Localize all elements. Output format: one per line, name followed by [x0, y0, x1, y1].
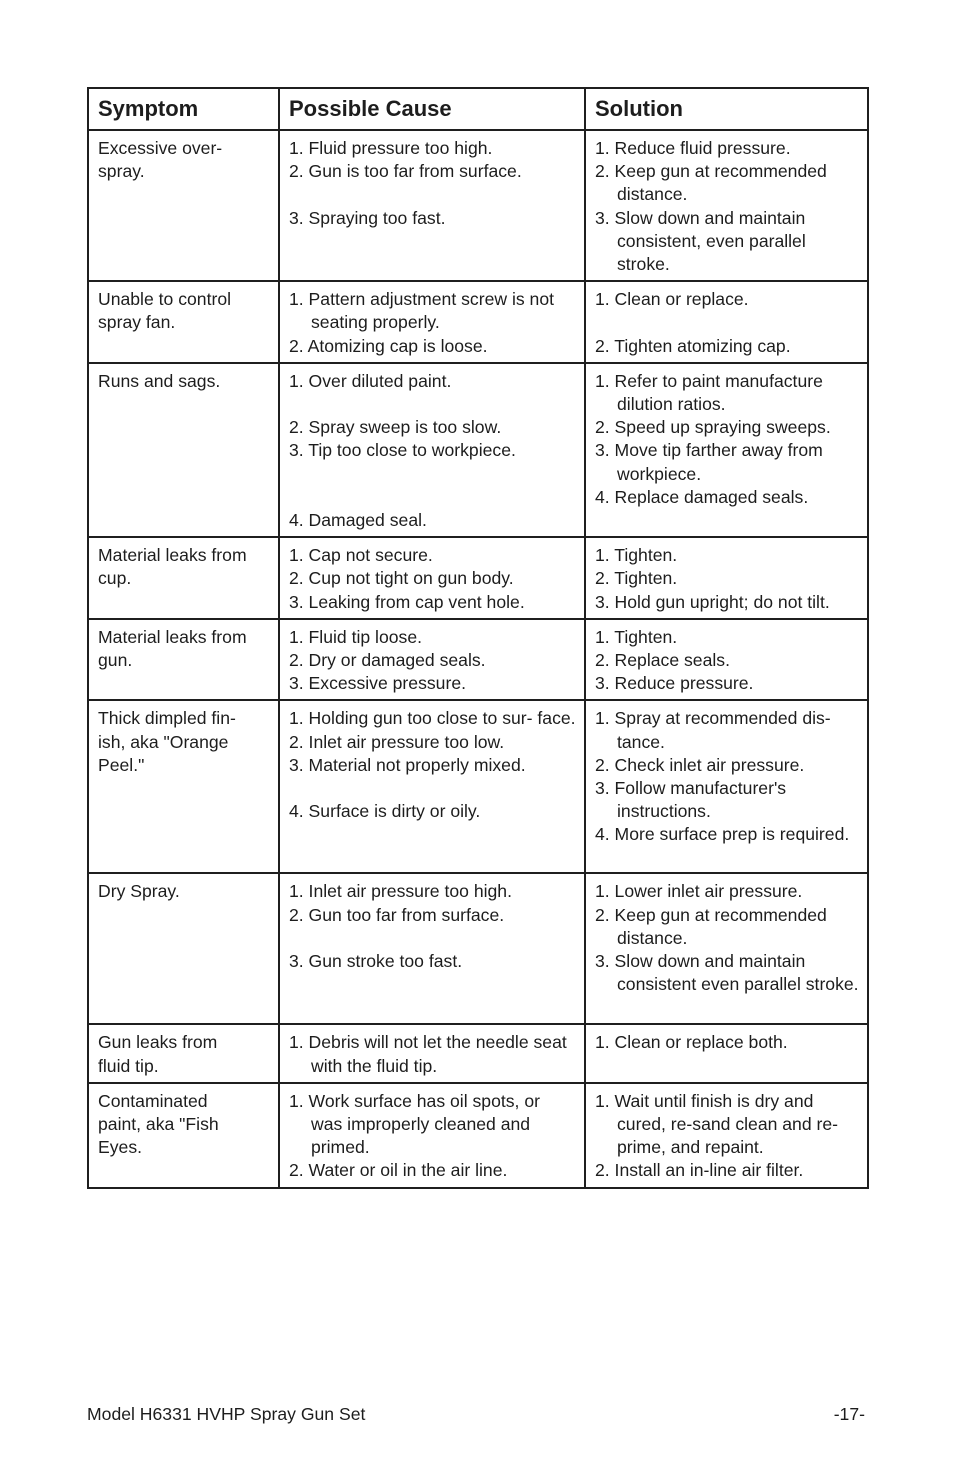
list-item [595, 311, 859, 334]
symptom-cell [88, 873, 279, 1024]
cell-text-line: ish, aka "Orange [98, 731, 229, 752]
list-item: 1. Clean or replace both. [595, 1032, 788, 1053]
solution-cell [585, 130, 868, 281]
symptom-cell [88, 1083, 279, 1188]
list-item: 1. Spray at recommended dis- tance. [595, 708, 831, 752]
cause-cell [279, 1024, 585, 1082]
list-item: 3. Gun stroke too fast. [289, 951, 463, 972]
cell-text-line: Thick dimpled fin- [98, 708, 236, 729]
list-item [289, 927, 576, 950]
list-item: 2. Tighten atomizing cap. [595, 335, 791, 356]
solution-cell [585, 1083, 868, 1188]
list-item: 2. Cup not tight on gun body. [289, 568, 514, 589]
solution-cell [585, 873, 868, 1024]
cell-text-line: Dry Spray. [98, 881, 180, 902]
list-item: 2. Gun is too far from surface. [289, 161, 522, 182]
symptom-cell [88, 281, 279, 363]
symptom-cell [88, 619, 279, 701]
list-item: 3. Tip too close to workpiece. [289, 440, 516, 461]
list-item: 4. Replace damaged seals. [595, 486, 809, 507]
list-item: 3. Slow down and maintain consistent even parallel stroke. [595, 951, 859, 995]
list-item: 1. Refer to paint manufacture dilution ratios. [595, 370, 823, 415]
list-item: 1. Inlet air pressure too high. [289, 881, 512, 902]
cell-text-line: Runs and sags. [98, 370, 221, 391]
header-possible-cause: Possible Cause [279, 88, 585, 130]
cell-text-line: Peel." [98, 754, 145, 775]
cause-cell [279, 1083, 585, 1188]
header-solution: Solution [585, 88, 868, 130]
list-item: 2. Tighten. [595, 568, 678, 589]
list-item: 2. Water or oil in the air line. [289, 1160, 508, 1181]
list-item: 3. Slow down and maintain consistent, even parallel stroke. [595, 207, 806, 275]
list-item: 1. Holding gun too close to sur- face. [289, 708, 576, 729]
cause-cell [279, 363, 585, 537]
list-item: 1. Work surface has oil spots, or was improperly cleaned and primed. [289, 1090, 540, 1158]
list-item: 4. More surface prep is required. [595, 824, 850, 845]
list-item [289, 183, 576, 206]
table-row [88, 281, 868, 363]
cell-text-line: spray fan. [98, 312, 176, 333]
table-row [88, 619, 868, 701]
table-row [88, 130, 868, 281]
solution-cell [585, 281, 868, 363]
solution-cell [585, 1024, 868, 1082]
list-item: 1. Clean or replace. [595, 289, 749, 310]
cell-text-line: paint, aka "Fish [98, 1114, 219, 1135]
list-item: 4. Surface is dirty or oily. [289, 801, 481, 822]
list-item [289, 463, 576, 486]
symptom-cell [88, 700, 279, 873]
cause-cell [279, 873, 585, 1024]
list-item: 1. Fluid pressure too high. [289, 138, 493, 158]
list-item [289, 486, 576, 509]
list-item: 3. Follow manufacturer's instructions. [595, 778, 787, 822]
solution-cell [585, 700, 868, 873]
symptom-cell [88, 1024, 279, 1082]
list-item: 2. Speed up spraying sweeps. [595, 417, 831, 438]
footer-page-number: -17- [833, 1404, 865, 1424]
list-item [289, 393, 576, 416]
cause-cell [279, 537, 585, 619]
table-row [88, 700, 868, 873]
table-row [88, 537, 868, 619]
list-item: 3. Leaking from cap vent hole. [289, 591, 525, 612]
list-item: 1. Reduce fluid pressure. [595, 138, 791, 158]
list-item: 3. Reduce pressure. [595, 673, 754, 694]
list-item: 3. Move tip farther away from workpiece. [595, 440, 823, 484]
list-item: 3. Spraying too fast. [289, 207, 446, 228]
list-item: 1. Pattern adjustment screw is not seating properly. [289, 289, 555, 333]
cause-cell [279, 130, 585, 281]
list-item: 2. Keep gun at recommended distance. [595, 161, 827, 205]
list-item: 1. Wait until finish is dry and cured, re-sand clean and re-prime, and repaint. [595, 1090, 839, 1158]
list-item: 2. Replace seals. [595, 650, 730, 671]
symptom-cell [88, 537, 279, 619]
cell-text-line: Material leaks from [98, 545, 247, 566]
table-row [88, 1024, 868, 1082]
list-item: 2. Dry or damaged seals. [289, 650, 486, 671]
list-item: 3. Material not properly mixed. [289, 754, 526, 775]
list-item: 4. Damaged seal. [289, 510, 427, 530]
list-item: 2. Inlet air pressure too low. [289, 731, 505, 752]
list-item: 2. Check inlet air pressure. [595, 754, 805, 775]
cause-cell [279, 619, 585, 701]
list-item: 3. Hold gun upright; do not tilt. [595, 591, 830, 612]
solution-cell [585, 537, 868, 619]
footer-model: Model H6331 HVHP Spray Gun Set [87, 1404, 366, 1424]
list-item: 2. Atomizing cap is loose. [289, 335, 488, 356]
cause-cell [279, 281, 585, 363]
cell-text-line: spray. [98, 161, 145, 182]
symptom-cell [88, 130, 279, 281]
cell-text-line: Unable to control [98, 289, 232, 310]
solution-cell [585, 363, 868, 537]
list-item: 1. Debris will not let the needle seat with the fluid tip. [289, 1032, 567, 1076]
cause-cell [279, 700, 585, 873]
cell-text-line: Eyes. [98, 1137, 143, 1158]
list-item: 1. Tighten. [595, 626, 678, 647]
list-item: 2. Keep gun at recommended distance. [595, 904, 827, 948]
cell-text-line: fluid tip. [98, 1055, 159, 1076]
cell-text-line: Material leaks from [98, 626, 247, 647]
list-item: 1. Fluid tip loose. [289, 626, 423, 647]
cell-text-line: cup. [98, 568, 132, 589]
table-row [88, 1083, 868, 1188]
table-row [88, 363, 868, 537]
cell-text-line: Gun leaks from [98, 1032, 218, 1053]
list-item: 2. Gun too far from surface. [289, 904, 505, 925]
solution-cell [585, 619, 868, 701]
list-item: 1. Tighten. [595, 545, 678, 566]
list-item: 1. Over diluted paint. [289, 370, 452, 391]
list-item: 3. Excessive pressure. [289, 673, 466, 694]
symptom-cell [88, 363, 279, 537]
troubleshooting-table [87, 87, 869, 1189]
list-item [289, 777, 576, 800]
header-symptom: Symptom [88, 88, 279, 130]
cell-text-line: Excessive over- [98, 138, 223, 158]
header-row [88, 88, 868, 130]
list-item: 2. Spray sweep is too slow. [289, 417, 502, 438]
cell-text-line: gun. [98, 650, 133, 671]
table-row [88, 873, 868, 1024]
cell-text-line: Contaminated [98, 1090, 208, 1111]
list-item: 1. Cap not secure. [289, 545, 433, 566]
list-item: 2. Install an in-line air filter. [595, 1160, 804, 1181]
list-item: 1. Lower inlet air pressure. [595, 881, 803, 902]
